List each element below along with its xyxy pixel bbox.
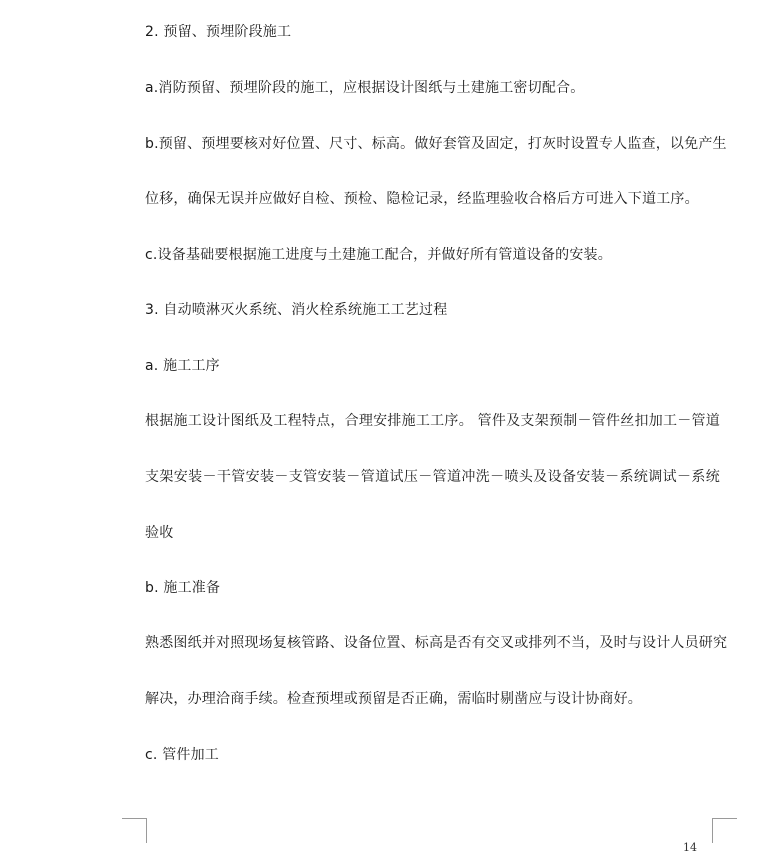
subheading-pipe-processing: c. 管件加工 (145, 747, 219, 763)
margin-corner-mark-left (122, 818, 147, 843)
paragraph-line: 位移，确保无误并应做好自检、预检、隐检记录，经监理验收合格后方可进入下道工序。 (145, 191, 699, 207)
paragraph-line: c.设备基础要根据施工进度与土建施工配合，并做好所有管道设备的安装。 (145, 247, 612, 263)
subheading-construction-process: a. 施工工序 (145, 358, 220, 374)
paragraph-line: 根据施工设计图纸及工程特点，合理安排施工工序。 管件及支架预制－管件丝扣加工－管道 (145, 413, 720, 429)
section-heading-2: 2. 预留、预埋阶段施工 (145, 24, 292, 40)
paragraph-line: 验收 (145, 525, 174, 541)
paragraph-line: a.消防预留、预埋阶段的施工，应根据设计图纸与土建施工密切配合。 (145, 80, 585, 96)
subheading-construction-preparation: b. 施工准备 (145, 580, 221, 596)
paragraph-line: 熟悉图纸并对照现场复核管路、设备位置、标高是否有交叉或排列不当，及时与设计人员研究 (145, 635, 728, 651)
page-number: 14 (683, 841, 697, 854)
paragraph-line: 支架安装－干管安装－支管安装－管道试压－管道冲洗－喷头及设备安装－系统调试－系统 (145, 469, 720, 485)
paragraph-line: b.预留、预埋要核对好位置、尺寸、标高。做好套管及固定，打灰时设置专人监查，以免产生 (145, 136, 727, 152)
paragraph-line: 解决，办理洽商手续。检查预埋或预留是否正确，需临时剔凿应与设计协商好。 (145, 691, 642, 707)
section-heading-3: 3. 自动喷淋灭火系统、消火栓系统施工工艺过程 (145, 302, 448, 318)
margin-corner-mark-right (712, 818, 737, 843)
